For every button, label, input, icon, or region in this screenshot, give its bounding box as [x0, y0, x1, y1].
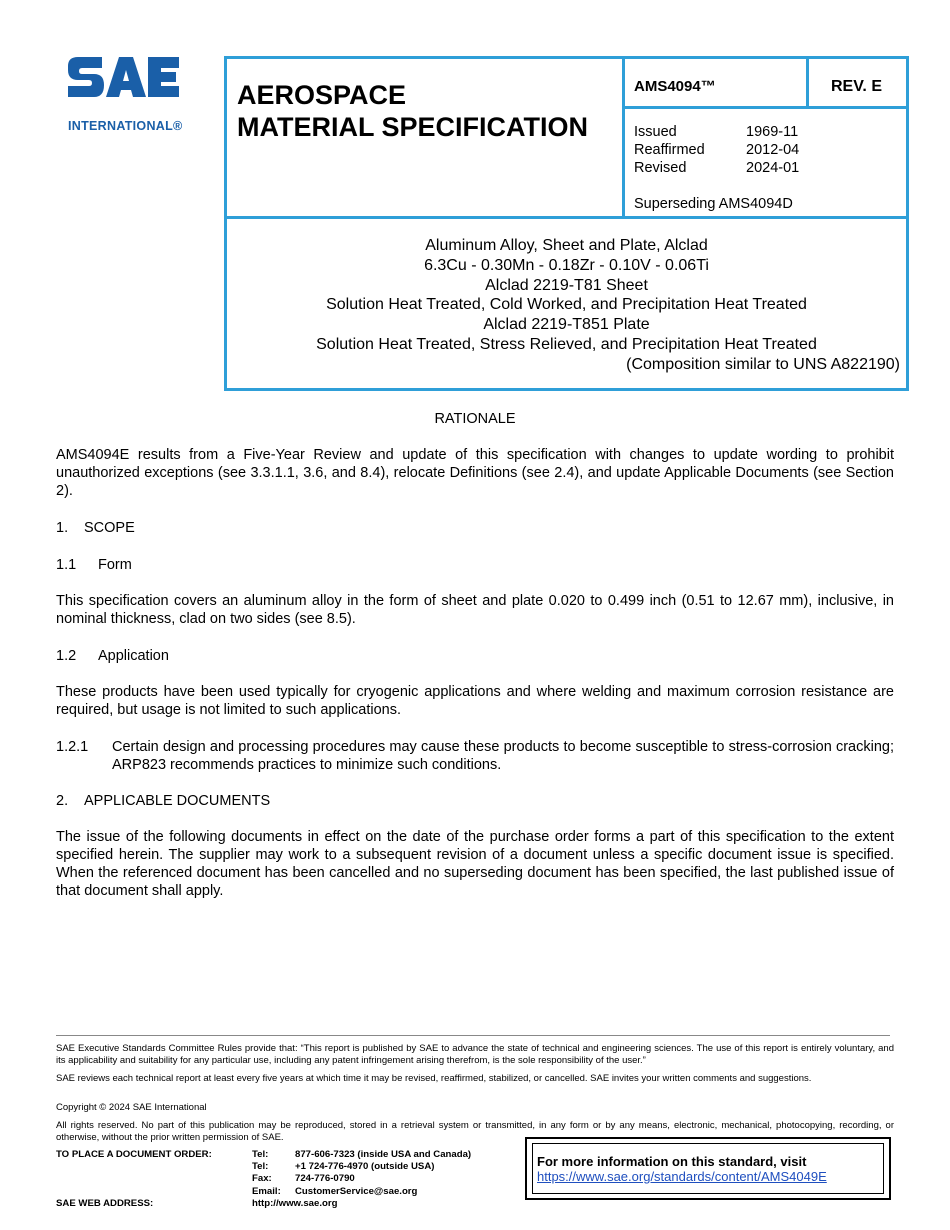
fax-value: 724-776-0790: [295, 1173, 355, 1185]
tel1-label: Tel:: [252, 1149, 269, 1160]
standard-link[interactable]: https://www.sae.org/standards/content/AMS4049E: [537, 1169, 827, 1184]
revised-value: 2024-01: [746, 160, 800, 176]
subject-line-6: Solution Heat Treated, Stress Relieved, and Precipitation Heat Treated: [316, 335, 817, 353]
section-2-title: APPLICABLE DOCUMENTS: [84, 793, 271, 809]
section-1-2-text: These products have been used typically for cryogenic applications and where welding and maximum corrosion resistance are required, but usage is not limited to such applications.: [56, 684, 894, 718]
issued-label: Issued: [634, 124, 677, 140]
tel1-value[interactable]: 877-606-7323 (inside USA and Canada): [295, 1149, 472, 1160]
footer-review-text: SAE reviews each technical report at least every five years at which time it may be revised, reaffirmed, stabilized, or cancelled. SAE invites your written comments and suggestions.: [56, 1073, 812, 1084]
logo-wordmark: INTERNATIONAL®: [68, 119, 183, 133]
section-1-1-text: This specification covers an aluminum alloy in the form of sheet and plate 0.020 to 0.499 inch (0.51 to 12.67 mm), inclusive, in nominal thickness, clad on two sides (see 8.5).: [56, 593, 894, 627]
revision-box: [806, 56, 909, 109]
subject-line-4: Solution Heat Treated, Cold Worked, and Precipitation Heat Treated: [326, 296, 807, 314]
footer-rules-text: SAE Executive Standards Committee Rules provide that: “This report is published by SAE to advance the state of technical and engineering sciences. The use of this report is entirely voluntary, and its applicability and suitability for any particular use, including any patent infringement arising therefrom, is the sole responsibility of the user.”: [56, 1043, 894, 1066]
doc-type-line1: AEROSPACE: [237, 80, 407, 110]
more-info-inner: [532, 1143, 884, 1194]
footer-divider: [56, 1035, 890, 1036]
more-info-box: [525, 1137, 891, 1200]
section-1-2-number: 1.2: [56, 648, 77, 664]
subject-line-2: 6.3Cu - 0.30Mn - 0.18Zr - 0.10V - 0.06Ti: [424, 256, 709, 274]
web-address-label: SAE WEB ADDRESS:: [56, 1198, 154, 1209]
web-address-link[interactable]: http://www.sae.org: [252, 1197, 338, 1209]
issue-dates-box: [622, 106, 909, 219]
issued-value: 1969-11: [746, 124, 799, 140]
tel2-label: Tel:: [252, 1161, 269, 1173]
tel2-value[interactable]: +1 724-776-4970 (outside USA): [295, 1161, 435, 1173]
subject-box: [224, 216, 909, 391]
revised-row: [634, 159, 799, 177]
subject-line-5: Alclad 2219-T851 Plate: [483, 316, 650, 334]
revised-label: Revised: [634, 160, 687, 176]
section-1-1-title: Form: [98, 557, 132, 573]
section-1-2-title: Application: [98, 648, 169, 664]
subject-line-3: Alclad 2219-T81 Sheet: [485, 276, 648, 294]
section-2-heading: [56, 792, 270, 810]
section-1-number: 1.: [56, 520, 69, 536]
section-1-1-number: 1.1: [56, 557, 77, 573]
order-label: TO PLACE A DOCUMENT ORDER:: [56, 1149, 212, 1160]
doc-type-line2: MATERIAL SPECIFICATION: [237, 112, 588, 142]
section-1-2-heading: [56, 647, 169, 665]
doc-number: AMS4094™: [634, 78, 716, 95]
subject-line-7: (Composition similar to UNS A822190): [626, 355, 900, 373]
title-box: [224, 56, 625, 219]
superseding-note: Superseding AMS4094D: [634, 196, 793, 212]
reaffirmed-value: 2012-04: [746, 142, 800, 158]
section-1-2-1-number: 1.2.1: [56, 739, 89, 755]
section-2-number: 2.: [56, 793, 69, 809]
rationale-text: AMS4094E results from a Five-Year Review and update of this specification with changes to update wording to prohibit unauthorized exceptions (see 3.3.1.1, 3.6, and 8.4), relocate Definitions (see 2.4), and update Applicable Documents (see Section 2).: [56, 447, 894, 499]
footer-rights-text: All rights reserved. No part of this publication may be reproduced, stored in a retrieval system or transmitted, in any form or by any means, electronic, mechanical, photocopying, recording, or otherwise, without the prior written permission of SAE.: [56, 1120, 894, 1143]
revision-label: REV. E: [831, 78, 882, 95]
rationale-heading: RATIONALE: [434, 411, 516, 427]
reaffirmed-label: Reaffirmed: [634, 142, 705, 158]
doc-number-box: [622, 56, 809, 109]
issued-row: [634, 123, 799, 141]
section-1-heading: [56, 519, 135, 537]
more-info-title: For more information on this standard, visit: [537, 1154, 807, 1169]
section-1-1-heading: [56, 556, 132, 574]
section-1-title: SCOPE: [84, 520, 135, 536]
email-label: Email:: [252, 1185, 281, 1197]
fax-label: Fax:: [252, 1173, 272, 1185]
email-value[interactable]: CustomerService@sae.org: [295, 1185, 418, 1197]
order-contacts: [252, 1149, 471, 1210]
footer-copyright: Copyright © 2024 SAE International: [56, 1102, 207, 1113]
section-1-2-1-text: Certain design and processing procedures may cause these products to become susceptible to stress-corrosion cracking; ARP823 recommends practices to minimize such conditions.: [112, 739, 894, 773]
subject-line-1: Aluminum Alloy, Sheet and Plate, Alclad: [425, 237, 708, 254]
reaffirmed-row: [634, 141, 799, 159]
section-2-text: The issue of the following documents in effect on the date of the purchase order forms a part of this specification to the extent specified herein. The supplier may work to a subsequent revision of a document unless a specific document issue is specified. When the referenced document has been cancelled and no superseding document has been specified, the last published issue of that document shall apply.: [56, 829, 894, 899]
